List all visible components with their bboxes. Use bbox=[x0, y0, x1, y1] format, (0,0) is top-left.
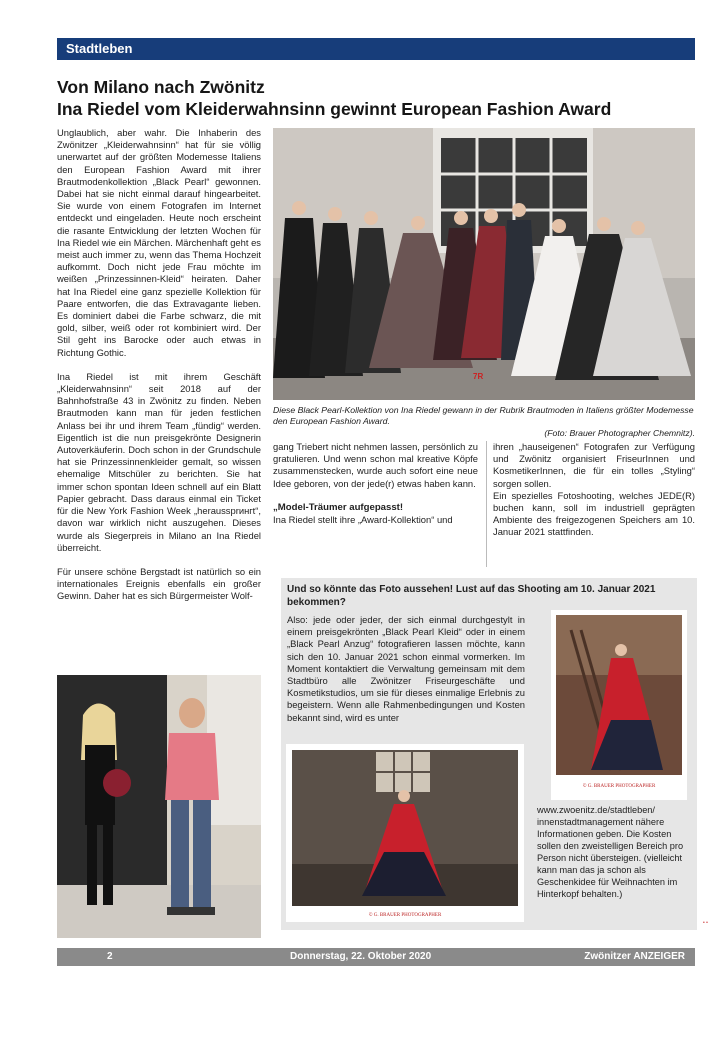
paragraph: ihren „hauseigenen“ Fotografen zur Verfügung und Zwönitz organisiert FriseurInnen und KosmetikerInnen, die für ein tolles „Styling“ sorgen sollen. bbox=[493, 441, 695, 489]
paragraph: Ein spezielles Fotoshooting, welches JEDE(R) buchen kann, soll im industriell geprägten Ambiente des freigezogenen Speichers am 10. Januar 2021 stattfinden. bbox=[493, 489, 695, 538]
box-text: Also: jede oder jeder, der sich einmal durchgestylt in einem preisgekrönten „Black Pearl Kleid“ oder in einem „Black Pearl Anzug“ fotografieren lassen möchte, kann sich den 10. Januar 2021 schon einmal vormerken. Im Moment kontaktiert die Verwaltung gemeinsam mit dem Stadtbüro alle Zwönitzer Friseurgeschäfte und Kosmetikstudios, um sie für dieses einmalige Erlebnis zu begeistern. Wenn alle Rahmenbedingungen und Kosten bekannt sind, wird es unter bbox=[287, 614, 525, 723]
paragraph: Unglaublich, aber wahr. Die Inhaberin des Zwönitzer „Kleiderwahnsinn“ hat für sie völlig unerwartet auf der größten Modemesse Italiens den European Fashion Award mit ihrer Brautmodenkollektion „Black Pearl“ gewonnen. Dabei hat sie nicht einmal darauf hingearbeitet. Sie wurde von einem Fotografen im Internet entdeckt und eingeladen. Heute noch erscheint die rasante Entwicklung der letzten Wochen für Ina Riedel wie ein Märchen. Märchenhaft geht es meist auch immer zu, wenn das Thema Hochzeit aufkommt. Doch nicht jede Frau möchte im weißen „Prinzessinnen-Kleid“ heiraten. Daher hat Ina Riedel eine ganz spezielle Kollektion für Paare entworfen, die das Extravagante lieben. Es dominiert dabei die Farbe schwarz, die mit gold, silber, weiß oder rot kombiniert wird. Der Stil geht ins Barocke oder auch etwas in Richtung Gothic. bbox=[57, 127, 261, 358]
main-group-photo bbox=[273, 128, 695, 400]
column-2 bbox=[273, 441, 478, 526]
headline-line-2: Ina Riedel vom Kleiderwahnsinn gewinnt European Fashion Award bbox=[57, 99, 612, 119]
page-number: 2 bbox=[107, 951, 113, 962]
box-side-text: www.zwoenitz.de/stadtleben/ innenstadtmanagement nähere Informationen geben. Die Kosten sollen den zweistelligen Bereich pro Person nicht übersteigen. (vielleicht kann man das ja schon als Geschenkidee für Weihnachten im Hinterkopf behalten.) bbox=[537, 805, 684, 899]
shooting-info-box bbox=[281, 578, 697, 930]
photo-watermark: 7R bbox=[473, 372, 484, 381]
paragraph: Ina Riedel stellt ihre „Award-Kollektion“ und bbox=[273, 514, 453, 526]
subheading: „Model-Träumer aufgepasst! bbox=[273, 501, 404, 513]
headline-line-1: Von Milano nach Zwönitz bbox=[57, 77, 265, 97]
box-title: Und so könnte das Foto aussehen! Lust auf das Shooting am 10. Januar 2021 bekommen? bbox=[287, 584, 656, 608]
newspaper-name: Zwönitzer ANZEIGER bbox=[584, 951, 685, 962]
caption-text: Diese Black Pearl-Kollektion von Ina Riedel gewann in der Rubrik Brautmoden in Italiens größter Modemesse den European Fashion Award. bbox=[273, 405, 694, 427]
caption-credit: (Foto: Brauer Photographer Chemnitz). bbox=[544, 427, 695, 438]
issue-date: Donnerstag, 22. Oktober 2020 bbox=[290, 951, 432, 962]
portrait-photo bbox=[57, 675, 261, 938]
photo-credit: © G. BRAUER PHOTOGRAPHER bbox=[368, 913, 442, 918]
article-headline bbox=[57, 76, 697, 120]
paragraph: Für unsere schöne Bergstadt ist natürlich so ein internationales Ereignis ebenfalls ein großer Gewinn. Daher hat es sich Bürgermeister Wolf- bbox=[57, 565, 261, 602]
side-mark: • • bbox=[703, 920, 708, 926]
main-photo-caption bbox=[273, 405, 695, 439]
section-label: Stadtleben bbox=[66, 41, 133, 56]
sample-photo-large bbox=[286, 744, 524, 922]
photo-credit: © G. BRAUER PHOTOGRAPHER bbox=[582, 784, 656, 789]
page-footer bbox=[57, 948, 695, 966]
column-3 bbox=[493, 441, 695, 539]
paragraph: Ina Riedel ist mit ihrem Geschäft „Kleiderwahnsinn“ seit 2018 auf der Bahnhofstraße 43 in Zwönitz zu finden. Neben Brautmoden kann man für jeden festlichen Anlass bei ihr und ihrem Team „fündig“ werden. Eigentlich ist die nun preisgekrönte Designerin Autoverkäuferin. Doch schon in der Grundschule hat sie Prinzessinnenkleider gemalt, so wissen ehemalige Mitschüler zu berichten. Sie hat immer schon spontan Ideen schnell auf ein Blatt Papier gebracht. Dass daraus einmal ein Ticket für die New York Fashion Week „heraussprингt“, davon war wirklich nicht auszugehen. Dieses wurde als Siegerpreis in Milano an Ina Riedel überreicht. bbox=[57, 370, 261, 553]
section-header-bar bbox=[57, 38, 695, 60]
column-1 bbox=[57, 127, 261, 603]
sample-photo-small bbox=[551, 610, 687, 800]
paragraph: gang Triebert nicht nehmen lassen, persönlich zu gratulieren. Und wenn schon mal kreative Köpfe zusammenstecken, wurde auch sofort eine neue Idee geboren, von der jede(r) etwas haben kann. bbox=[273, 441, 478, 489]
column-divider bbox=[486, 441, 487, 567]
